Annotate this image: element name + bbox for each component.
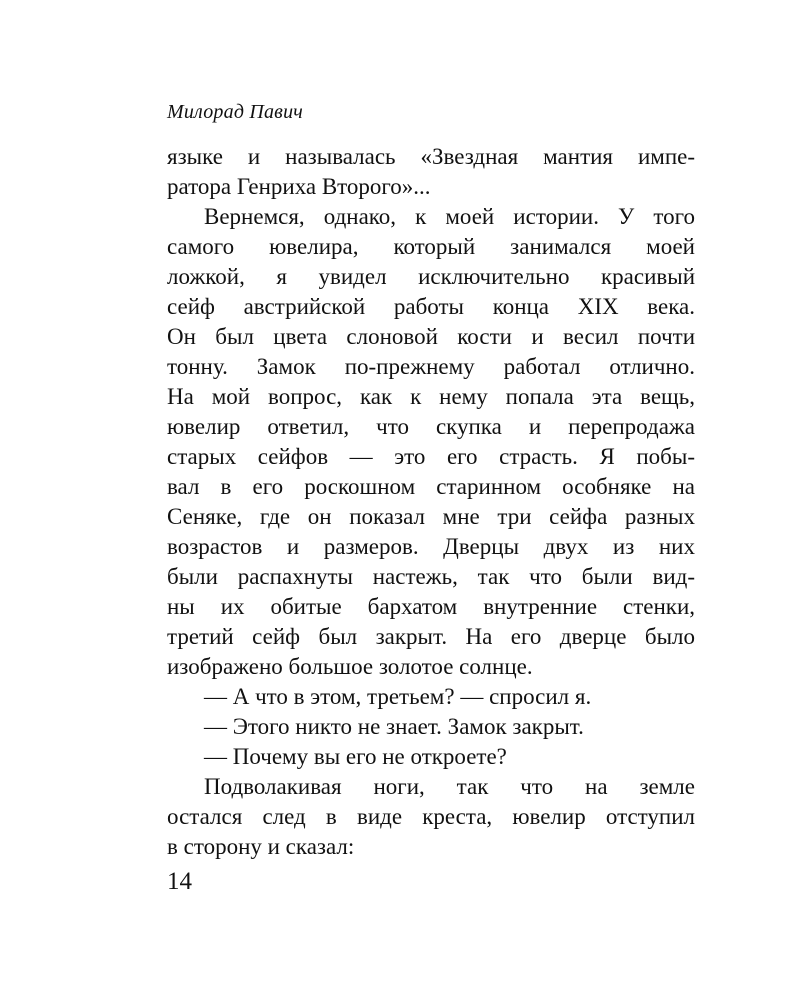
text-line: были распахнуты настежь, так что были вид- bbox=[167, 564, 695, 589]
text-line: Вернемся, однако, к моей истории. У того bbox=[204, 204, 695, 229]
text-line: Сеняке, где он показал мне три сейфа разных bbox=[167, 504, 695, 529]
text-line: старых сейфов — это его страсть. Я побы- bbox=[167, 444, 695, 469]
text-line: ложкой, я увидел исключительно красивый bbox=[167, 264, 695, 289]
text-line: тонну. Замок по-прежнему работал отлично. bbox=[167, 354, 695, 379]
text-line: ны их обитые бархатом внутренние стенки, bbox=[167, 594, 695, 619]
text-line: самого ювелира, который занимался моей bbox=[167, 234, 695, 259]
text-line: ювелир ответил, что скупка и перепродажа bbox=[167, 414, 695, 439]
dialogue-line: — Этого никто не знает. Замок закрыт. bbox=[204, 714, 584, 739]
text-line: На мой вопрос, как к нему попала эта вещь, bbox=[167, 384, 695, 409]
text-line: сейф австрийской работы конца XIX века. bbox=[167, 294, 695, 319]
text-line: Подволакивая ноги, так что на земле bbox=[204, 774, 695, 799]
text-line: возрастов и размеров. Дверцы двух из них bbox=[167, 534, 695, 559]
body-text bbox=[167, 142, 695, 862]
text-line: Он был цвета слоновой кости и весил почти bbox=[167, 324, 695, 349]
running-head-author: Милорад Павич bbox=[167, 101, 304, 123]
text-line: в сторону и сказал: bbox=[167, 834, 355, 859]
text-line: ратора Генриха Второго»... bbox=[167, 174, 431, 199]
text-line: языке и называлась «Звездная мантия импе- bbox=[167, 144, 695, 169]
text-line: третий сейф был закрыт. На его дверце было bbox=[167, 624, 695, 649]
dialogue-line: — А что в этом, третьем? — спросил я. bbox=[204, 684, 592, 709]
text-line: изображено большое золотое солнце. bbox=[167, 654, 533, 679]
dialogue-line: — Почему вы его не откроете? bbox=[204, 744, 507, 769]
text-line: вал в его роскошном старинном особняке на bbox=[167, 474, 695, 499]
text-line: остался след в виде креста, ювелир отступил bbox=[167, 804, 695, 829]
page-number: 14 bbox=[167, 868, 192, 895]
